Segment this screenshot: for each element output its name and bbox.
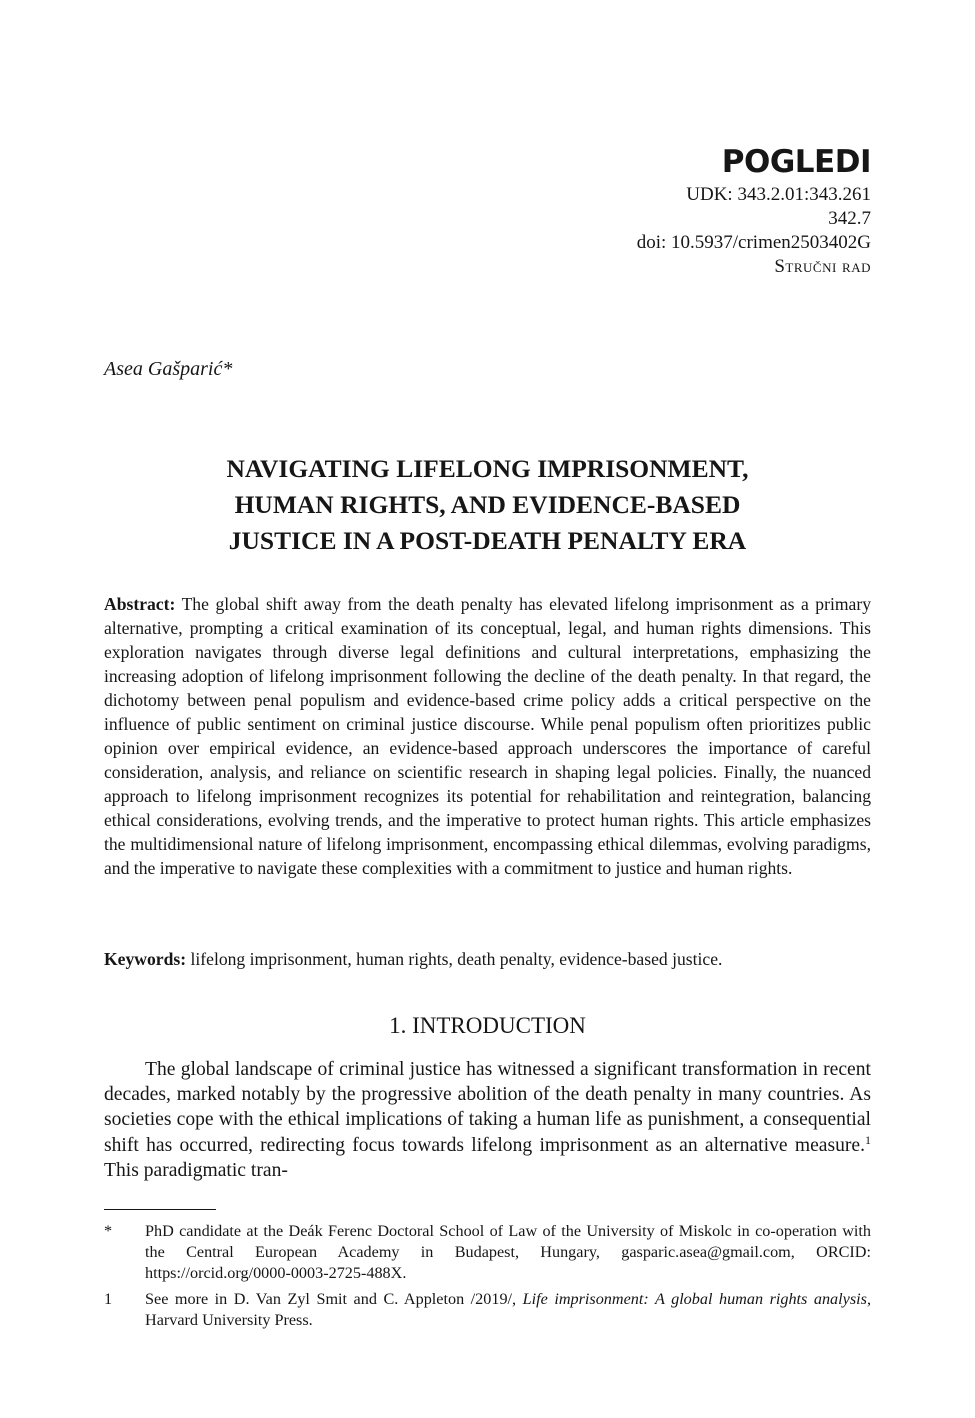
footnote-text: PhD candidate at the Deák Ferenc Doctoral School of Law of the University of Miskolc in co-operation with the Central European Academy in Budapest, Hungary, gasparic.asea@gmail.com, ORCID: https://orcid.org/0000-0003-2725-488X. [145, 1222, 871, 1282]
keywords-label: Keywords: [104, 949, 187, 969]
intro-text-continued: This paradigmatic tran- [104, 1159, 288, 1181]
title-line: NAVIGATING LIFELONG IMPRISONMENT, [226, 454, 749, 483]
footnote-text-start: See more in D. Van Zyl Smit and C. Appleton /2019/, [145, 1290, 523, 1308]
abstract [104, 592, 871, 880]
footnote-book-title: Life imprisonment: A global human rights analysis [522, 1290, 867, 1308]
footnote-reference[interactable]: 1 [865, 1132, 871, 1147]
doi: doi: 10.5937/crimen2503402G [636, 232, 871, 253]
footnote-divider [104, 1209, 216, 1210]
footnote-mark: * [104, 1222, 113, 1240]
author-name: Asea Gašparić* [104, 358, 233, 380]
journal-section-label: POGLEDI [721, 144, 871, 180]
title-line: HUMAN RIGHTS, AND EVIDENCE-BASED [234, 490, 741, 519]
title-line: JUSTICE IN A POST-DEATH PENALTY ERA [228, 526, 747, 555]
section-heading: 1. INTRODUCTION [389, 1013, 586, 1038]
abstract-label: Abstract: [104, 594, 176, 614]
footnote [104, 1289, 871, 1331]
intro-paragraph [104, 1057, 871, 1183]
article-title [104, 451, 871, 559]
abstract-text: The global shift away from the death penalty has elevated lifelong imprisonment as a primary alternative, prompting a critical examination of its conceptual, legal, and human rights dimensions. This exploration navigates through diverse legal definitions and cultural interpretations, emphasizing the increasing adoption of lifelong imprisonment following the decline of the death penalty. In that regard, the dichotomy between penal populism and evidence-based crime policy adds a critical perspective on the influence of public sentiment on criminal justice discourse. While penal populism often prioritizes public opinion over empirical evidence, an evidence-based approach underscores the importance of careful consideration, analysis, and reliance on scientific research in shaping legal policies. Finally, the nuanced approach to lifelong imprisonment recognizes its potential for rehabilitation and reintegration, balancing ethical considerations, evolving trends, and the imperative to protect human rights. This article emphasizes the multidimensional nature of lifelong imprisonment, encompassing ethical dilemmas, evolving paradigms, and the imperative to navigate these complexities with a commitment to justice and human rights. [104, 594, 871, 878]
udk-code-line-1: UDK: 343.2.01:343.261 [686, 184, 871, 205]
udk-code-line-2: 342.7 [828, 208, 871, 229]
footnote [104, 1221, 871, 1284]
keywords [104, 947, 871, 971]
article-header [637, 142, 871, 279]
article-type: Stručni rad [774, 256, 871, 277]
footnote-text [145, 1289, 871, 1331]
footnotes [104, 1221, 871, 1336]
intro-text: The global landscape of criminal justice has witnessed a significant transformation in recent decades, marked notably by the progressive abolition of the death penalty in many countries. As societies cope with the ethical implications of taking a human life as punishment, a consequential shift has occurred, redirecting focus towards lifelong imprisonment as an alternative measure. [104, 1059, 871, 1156]
footnote-text-end: , Harvard University Press. [145, 1290, 871, 1329]
footnote-mark: 1 [104, 1290, 113, 1308]
keywords-text: lifelong imprisonment, human rights, death penalty, evidence-based justice. [190, 949, 723, 969]
